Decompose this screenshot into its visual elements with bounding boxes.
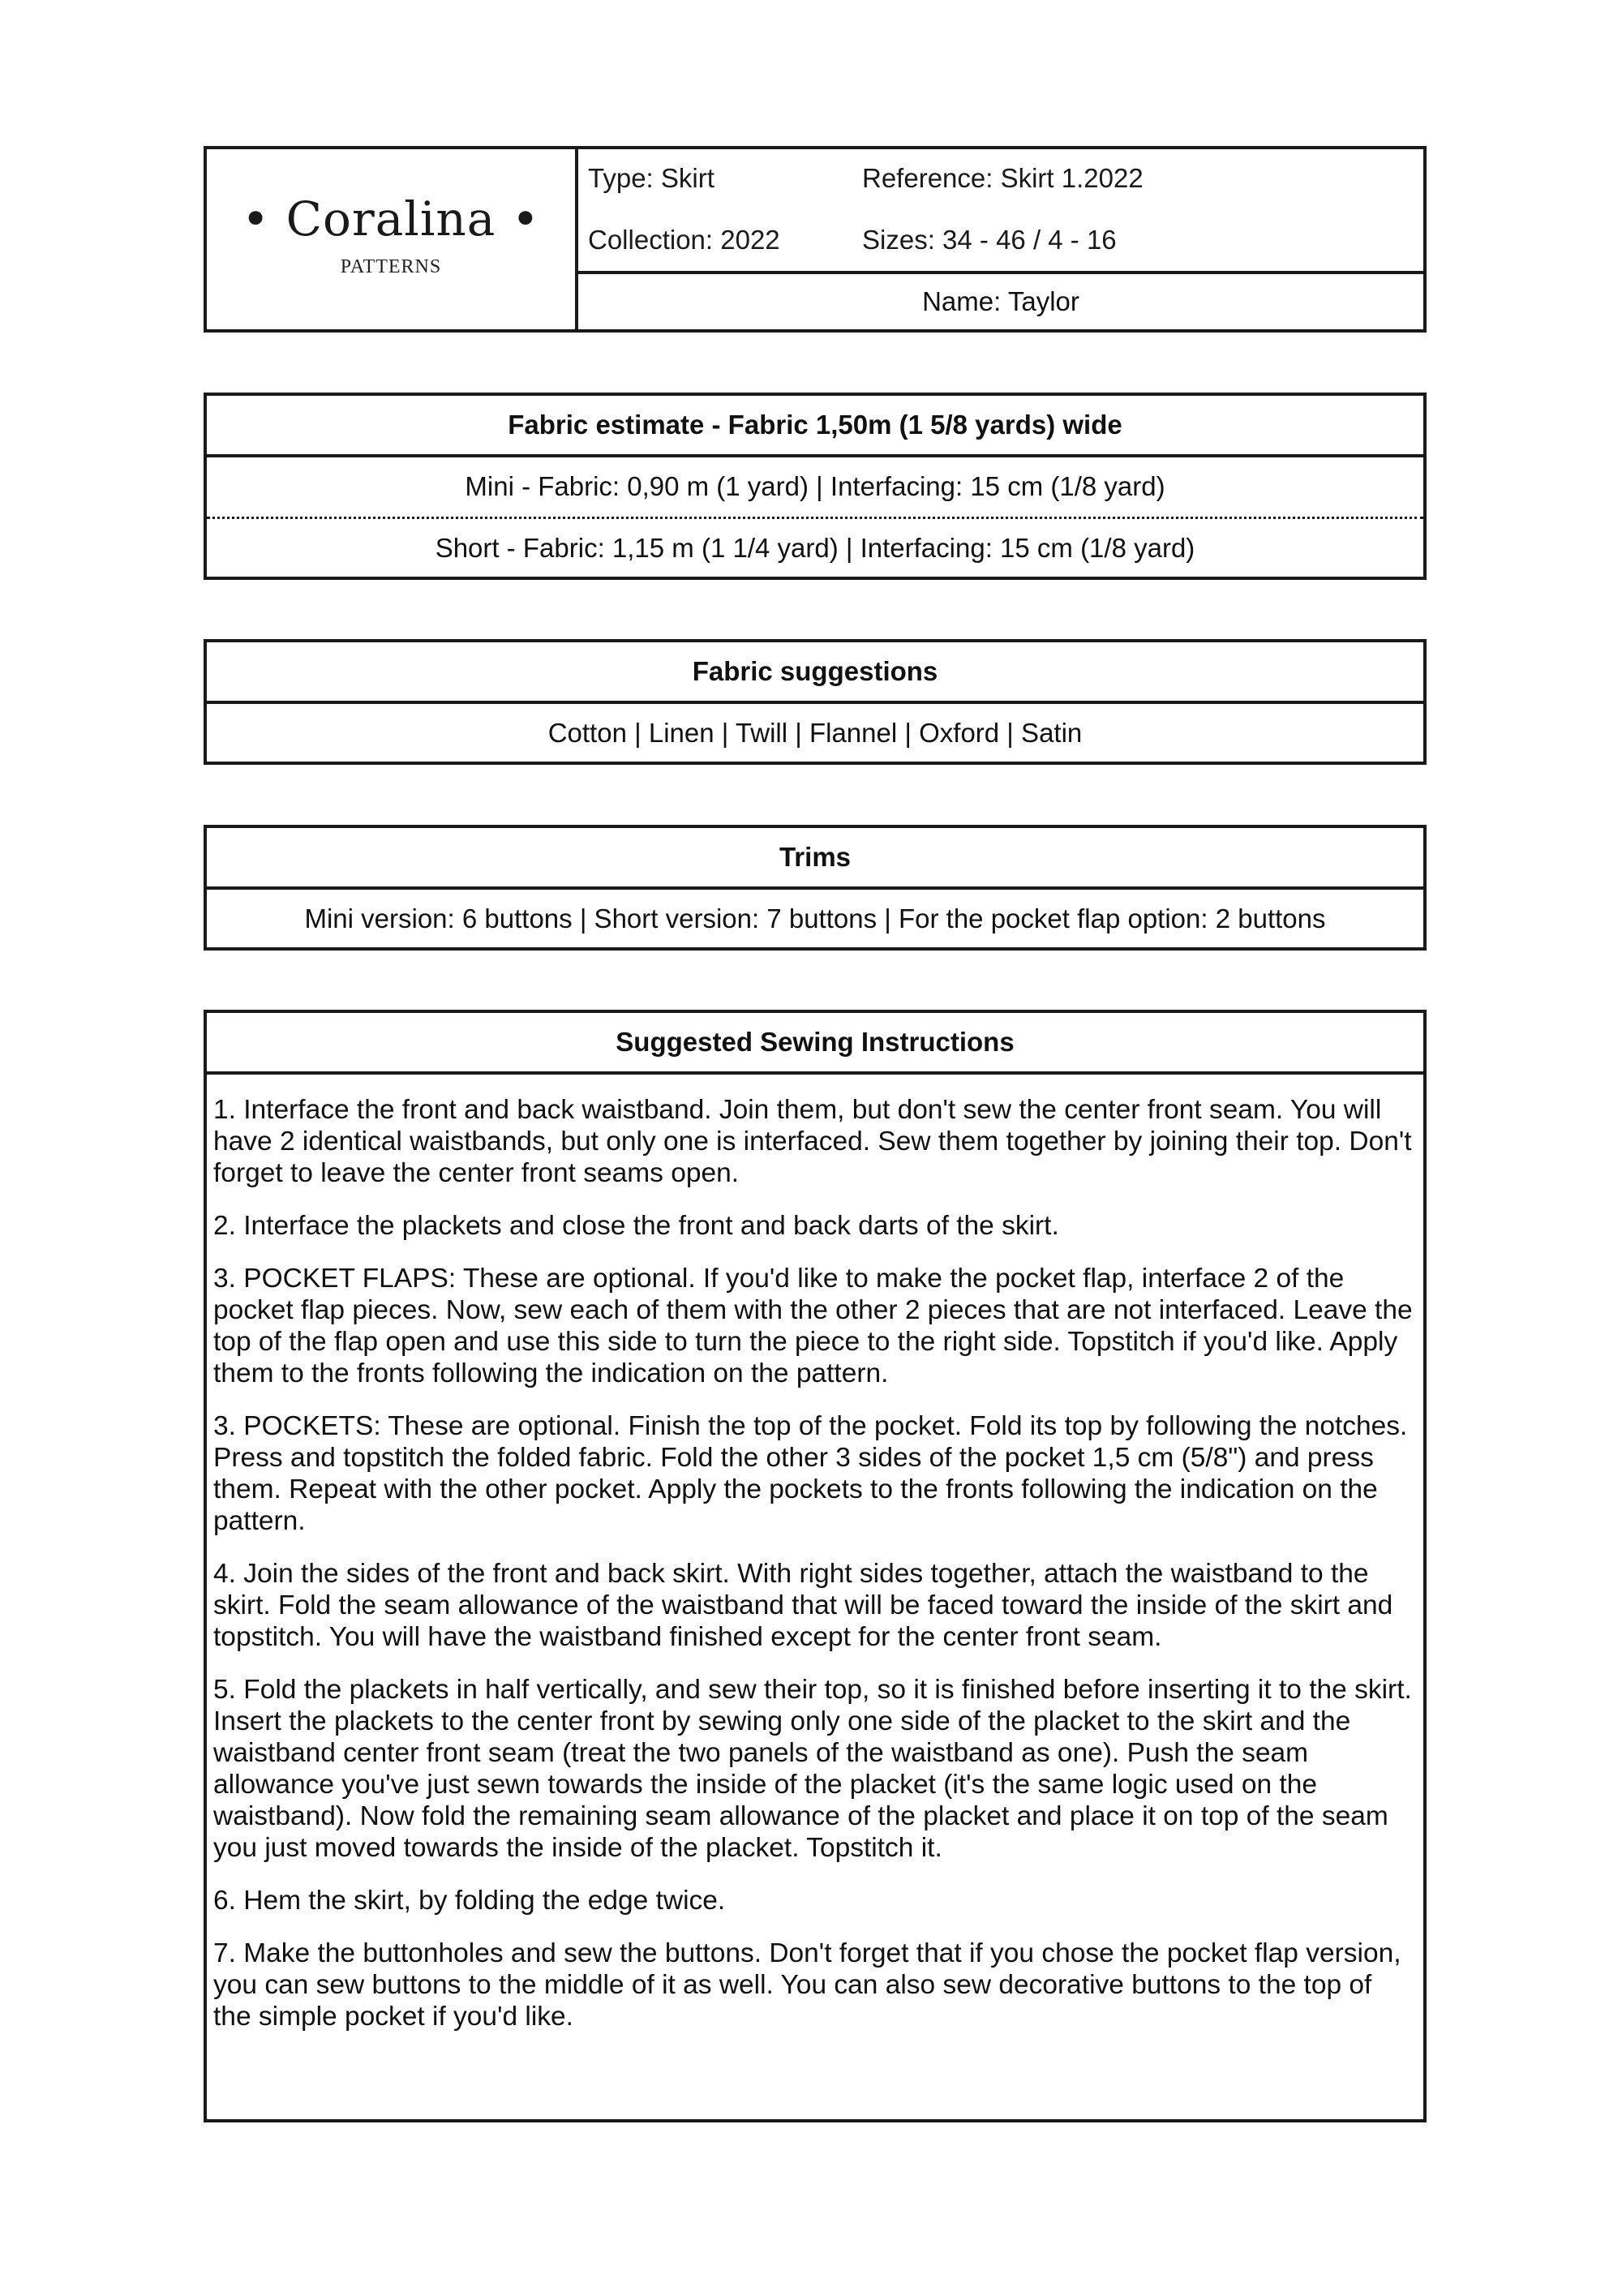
instruction-step: 2. Interface the plackets and close the front and back darts of the skirt.: [213, 1211, 1059, 1241]
brand-subtitle: PATTERNS: [340, 256, 442, 277]
sewing-instructions-title: Suggested Sewing Instructions: [207, 1013, 1423, 1075]
reference-label: Reference: Skirt 1.2022: [862, 163, 1144, 193]
trims-table: [204, 825, 1427, 951]
instruction-step: 5. Fold the plackets in half vertically, and sew their top, so it is finished before inserting it to the skirt. Insert the plackets to the center front by sewing only one side of the placket to the skirt and the waistband center front seam (treat the two panels of the waistband as one). Push the seam allowance you've just sewn towards the inside of the placket (it's the same logic used on the waistband). Now fold the remaining seam allowance of the placket and place it on top of the seam you just moved towards the inside of the placket. Topstitch it.: [213, 1675, 1412, 1863]
instruction-step: 7. Make the buttonholes and sew the buttons. Don't forget that if you chose the pocket flap version, you can sew buttons to the middle of it as well. You can also sew decorative buttons to the top of the simple pocket if you'd like.: [213, 1938, 1401, 2032]
brand-logo: [207, 149, 578, 329]
instruction-step: 3. POCKET FLAPS: These are optional. If you'd like to make the pocket flap, interface 2 of the pocket flap pieces. Now, sew each of them with the other 2 pieces that are not interfaced. Leave the top of the flap open and use this side to turn the piece to the right side. Topstitch if you'd like. Apply them to the fronts following the indication on the pattern.: [213, 1264, 1413, 1388]
fabric-suggestions-list: Cotton | Linen | Twill | Flannel | Oxford | Satin: [547, 718, 1083, 748]
sewing-instructions-table: [204, 1010, 1427, 2122]
trims-text: Mini version: 6 buttons | Short version: 7 buttons | For the pocket flap option: 2 buttons: [304, 903, 1326, 933]
fabric-estimate-table: [204, 393, 1427, 580]
type-label: Type: Skirt: [588, 163, 714, 193]
instruction-step: 6. Hem the skirt, by folding the edge twice.: [213, 1886, 726, 1916]
fabric-suggestions-title: Fabric suggestions: [207, 642, 1423, 704]
fabric-estimate-title: Fabric estimate - Fabric 1,50m (1 5/8 yards) wide: [207, 396, 1423, 457]
fabric-estimate-mini: Mini - Fabric: 0,90 m (1 yard) | Interfacing: 15 cm (1/8 yard): [207, 457, 1423, 519]
instruction-step: 4. Join the sides of the front and back skirt. With right sides together, attach the waistband to the skirt. Fold the seam allowance of the waistband that will be faced toward the inside of the skirt and topstitch. You will have the waistband finished except for the center front seam.: [213, 1559, 1393, 1652]
fabric-estimate-short: Short - Fabric: 1,15 m (1 1/4 yard) | Interfacing: 15 cm (1/8 yard): [435, 533, 1195, 563]
instruction-step: 1. Interface the front and back waistband. Join them, but don't sew the center front seam. You will have 2 identical waistbands, but only one is interfaced. Sew them together by joining their top. Don't forget to leave the center front seams open.: [213, 1095, 1412, 1188]
fabric-suggestions-table: [204, 639, 1427, 765]
brand-name: • Coralina •: [242, 191, 540, 247]
instruction-step: 3. POCKETS: These are optional. Finish the top of the pocket. Fold its top by following the notches. Press and topstitch the folded fabric. Fold the other 3 sides of the pocket 1,5 cm (5/8") and press them. Repeat with the other pocket. Apply the pockets to the fronts following the indication on the pattern.: [213, 1411, 1408, 1536]
collection-label: Collection: 2022: [588, 225, 780, 255]
sizes-label: Sizes: 34 - 46 / 4 - 16: [862, 225, 1117, 255]
trims-title: Trims: [207, 828, 1423, 890]
instruction-steps: [207, 1075, 1423, 2032]
pattern-name: Name: Taylor: [578, 271, 1423, 329]
header-box: [204, 146, 1427, 333]
